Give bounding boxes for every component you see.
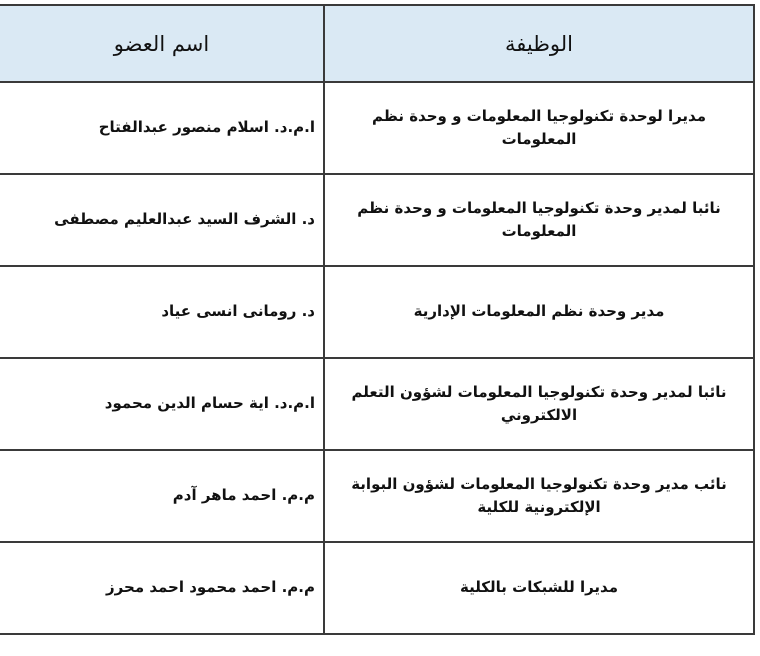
table-row (0, 450, 754, 542)
name-cell: ا.م.د. اية حسام الدين محمود (0, 358, 324, 450)
role-cell: نائب مدير وحدة تكنولوجيا المعلومات لشؤون البوابة الإلكترونية للكلية (324, 450, 754, 542)
table-row (0, 542, 754, 634)
table-row (0, 82, 754, 174)
staff-table (0, 4, 755, 635)
name-cell: ا.م.د. اسلام منصور عبدالفتاح (0, 82, 324, 174)
header-role: الوظيفة (324, 5, 754, 82)
name-cell: د. الشرف السيد عبدالعليم مصطفى (0, 174, 324, 266)
header-name: اسم العضو (0, 5, 324, 82)
role-cell: نائبا لمدير وحدة تكنولوجيا المعلومات و وحدة نظم المعلومات (324, 174, 754, 266)
role-cell: مديرا لوحدة تكنولوجيا المعلومات و وحدة نظم المعلومات (324, 82, 754, 174)
table-row (0, 266, 754, 358)
name-cell: م.م. احمد محمود احمد محرز (0, 542, 324, 634)
role-cell: نائبا لمدير وحدة تكنولوجيا المعلومات لشؤون التعلم الالكتروني (324, 358, 754, 450)
table-row (0, 174, 754, 266)
role-cell: مدير وحدة نظم المعلومات الإدارية (324, 266, 754, 358)
table-header-row (0, 5, 754, 82)
name-cell: د. رومانى انسى عياد (0, 266, 324, 358)
table-row (0, 358, 754, 450)
role-cell: مديرا للشبكات بالكلية (324, 542, 754, 634)
name-cell: م.م. احمد ماهر آدم (0, 450, 324, 542)
